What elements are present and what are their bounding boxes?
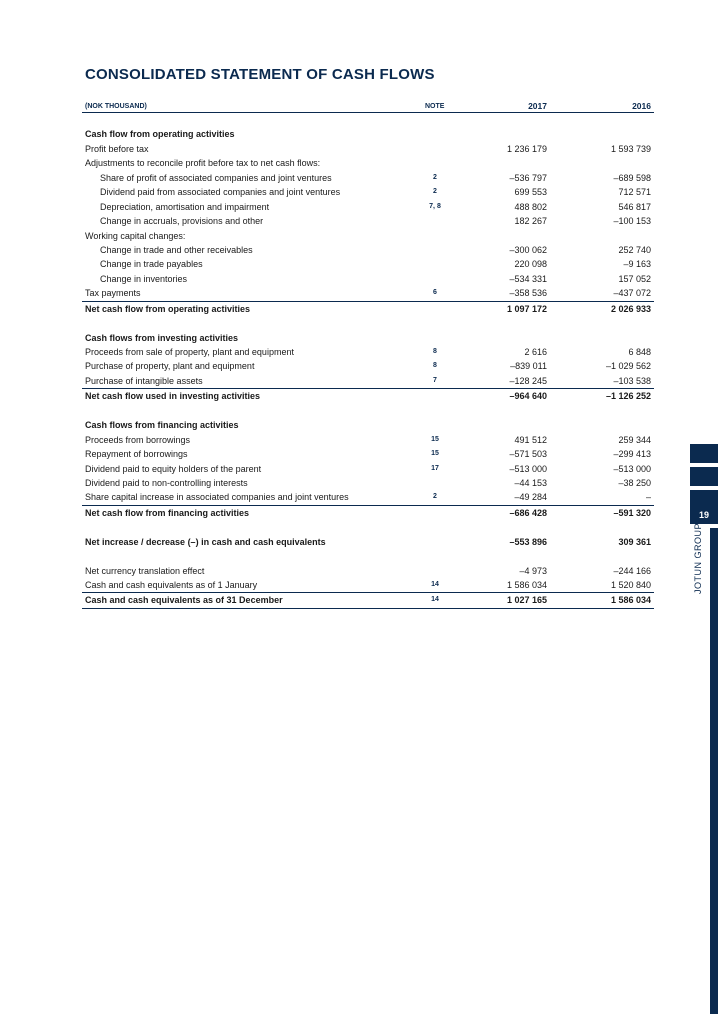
value-2017: 488 802 [514,201,547,212]
subtotal-row [82,331,654,345]
value-2016: –100 153 [613,216,651,227]
value-2016: – [645,492,651,503]
subtotal-row [82,301,654,316]
subtotal-row [82,592,654,608]
value-2016: –689 598 [613,172,651,183]
value-2017: 1 097 172 [506,303,547,314]
row-label: Tax payments [85,288,141,299]
note-ref: 8 [433,348,437,355]
spacer-row [82,113,654,127]
value-2016: 1 593 739 [610,143,651,154]
subtotal-row [82,127,654,141]
table-row [82,578,654,592]
value-2016: –103 538 [613,375,651,386]
value-2017: 491 512 [514,434,547,445]
value-2016: 2 026 933 [610,303,651,314]
table-row [82,462,654,476]
value-2016: 546 817 [618,201,651,212]
value-2016: 309 361 [618,536,651,547]
table-row [82,243,654,257]
value-2016: 1 586 034 [610,595,651,606]
value-2016: –1 029 562 [605,361,651,372]
table-body [82,113,654,609]
value-2016: –9 163 [623,259,651,270]
value-2017: –553 896 [509,536,547,547]
row-label: Net currency translation effect [85,565,205,576]
row-label: Cash and cash equivalents as of 31 December [85,595,283,606]
value-2017: –964 640 [509,391,547,402]
note-column-header: NOTE [425,103,445,110]
value-2017: –571 503 [509,449,547,460]
row-label: Proceeds from borrowings [85,434,191,445]
value-2017: –4 973 [519,565,547,576]
note-ref: 2 [433,173,437,181]
cash-flow-table [82,99,654,609]
value-2016: 259 344 [618,434,651,445]
unit-label: (NOK THOUSAND) [85,103,147,110]
value-2017: 1 027 165 [506,595,547,606]
row-label: Cash flow from operating activities [85,129,235,140]
section-tabs [690,444,718,513]
value-2017: –358 536 [509,288,547,299]
section-tab[interactable] [690,467,718,486]
row-label: Share capital increase in associated companies and joint ventures [85,492,349,503]
row-label: Net cash flow from operating activities [85,303,251,314]
note-ref: 7, 8 [429,202,441,210]
page-number: 19 [690,506,718,524]
value-2017: –513 000 [509,463,547,474]
table-row [82,345,654,359]
row-label: Purchase of property, plant and equipment [85,361,255,372]
value-2017: 1 586 034 [506,580,547,590]
table-header [82,99,654,113]
table-row [82,214,654,228]
row-label: Adjustments to reconcile profit before tax to net cash flows: [85,158,321,169]
section-tab[interactable] [690,444,718,463]
note-ref: 6 [433,289,437,297]
value-2016: –591 320 [613,507,651,518]
table-row [82,257,654,271]
subtotal-row [82,505,654,520]
value-2016: –437 072 [613,288,651,299]
subtotal-row [82,535,654,549]
table-row [82,447,654,461]
value-2017: –49 284 [514,492,547,503]
subtotal-row [82,418,654,432]
row-label: Depreciation, amortisation and impairment [100,201,270,212]
value-2016: –38 250 [618,477,651,488]
row-label: Change in trade payables [100,259,203,270]
spacer-row [82,520,654,534]
row-label: Dividend paid to equity holders of the parent [85,463,262,474]
spacer-row [82,549,654,563]
note-ref: 15 [431,435,439,443]
row-label: Profit before tax [85,143,149,154]
row-label: Dividend paid from associated companies and joint ventures [100,187,341,198]
row-label: Change in trade and other receivables [100,244,253,255]
row-label: Net cash flow from financing activities [85,507,250,518]
row-label: Net cash flow used in investing activities [85,391,261,402]
value-2017: –300 062 [509,244,547,255]
table-row [82,272,654,286]
subtotal-row [82,388,654,403]
value-2017: –128 245 [509,375,547,386]
year-2017-header: 2017 [528,101,547,111]
table-row [82,433,654,447]
note-ref: 2 [433,493,437,501]
row-label: Dividend paid to non-controlling interests [85,477,248,488]
value-2017: 699 553 [514,187,547,198]
note-ref: 7 [433,376,437,384]
note-ref: 17 [431,464,439,472]
value-2016: –1 126 252 [605,391,651,402]
note-ref: 14 [431,581,439,588]
value-2016: –513 000 [613,463,651,474]
value-2016: –299 413 [613,449,651,460]
table-row [82,286,654,300]
row-label: Working capital changes: [85,230,186,241]
value-2016: 157 052 [618,273,651,284]
value-2017: –534 331 [509,273,547,284]
value-2016: 1 520 840 [610,580,651,590]
table-row [82,142,654,156]
value-2017: –44 153 [514,477,547,488]
table-row [82,200,654,214]
table-row [82,476,654,490]
row-label: Share of profit of associated companies and joint ventures [100,172,332,183]
sidebar-rule [710,528,718,1014]
table-row [82,229,654,243]
value-2016: 6 848 [628,347,651,357]
row-label: Net increase / decrease (–) in cash and cash equivalents [85,536,326,547]
value-2017: 2 616 [524,347,547,357]
spacer-row [82,316,654,330]
table-row [82,490,654,504]
row-label: Change in inventories [100,273,188,284]
value-2017: 220 098 [514,259,547,270]
value-2016: 252 740 [618,244,651,255]
spacer-row [82,404,654,418]
table-row [82,374,654,388]
row-label: Cash flows from financing activities [85,420,239,431]
value-2017: –536 797 [509,172,547,183]
row-label: Cash and cash equivalents as of 1 January [85,580,258,590]
row-label: Purchase of intangible assets [85,375,203,386]
value-2017: 182 267 [514,216,547,227]
note-ref: 14 [431,596,439,604]
year-2016-header: 2016 [632,101,651,111]
row-label: Change in accruals, provisions and other [100,216,264,227]
table-row [82,185,654,199]
note-ref: 2 [433,188,437,196]
table-row [82,171,654,185]
table-row [82,564,654,578]
note-ref: 15 [431,450,439,458]
row-label: Cash flows from investing activities [85,332,239,343]
value-2017: –839 011 [510,361,547,372]
page-title: CONSOLIDATED STATEMENT OF CASH FLOWS [85,66,435,83]
value-2017: 1 236 179 [506,143,547,154]
row-label: Proceeds from sale of property, plant and equipment [85,347,294,357]
table-row [82,156,654,170]
value-2017: –686 428 [509,507,547,518]
table-row [82,359,654,373]
brand-name: JOTUN GROUP [693,522,703,594]
value-2016: –244 166 [613,565,651,576]
row-label: Repayment of borrowings [85,449,188,460]
note-ref: 8 [433,362,437,370]
value-2016: 712 571 [618,187,651,198]
